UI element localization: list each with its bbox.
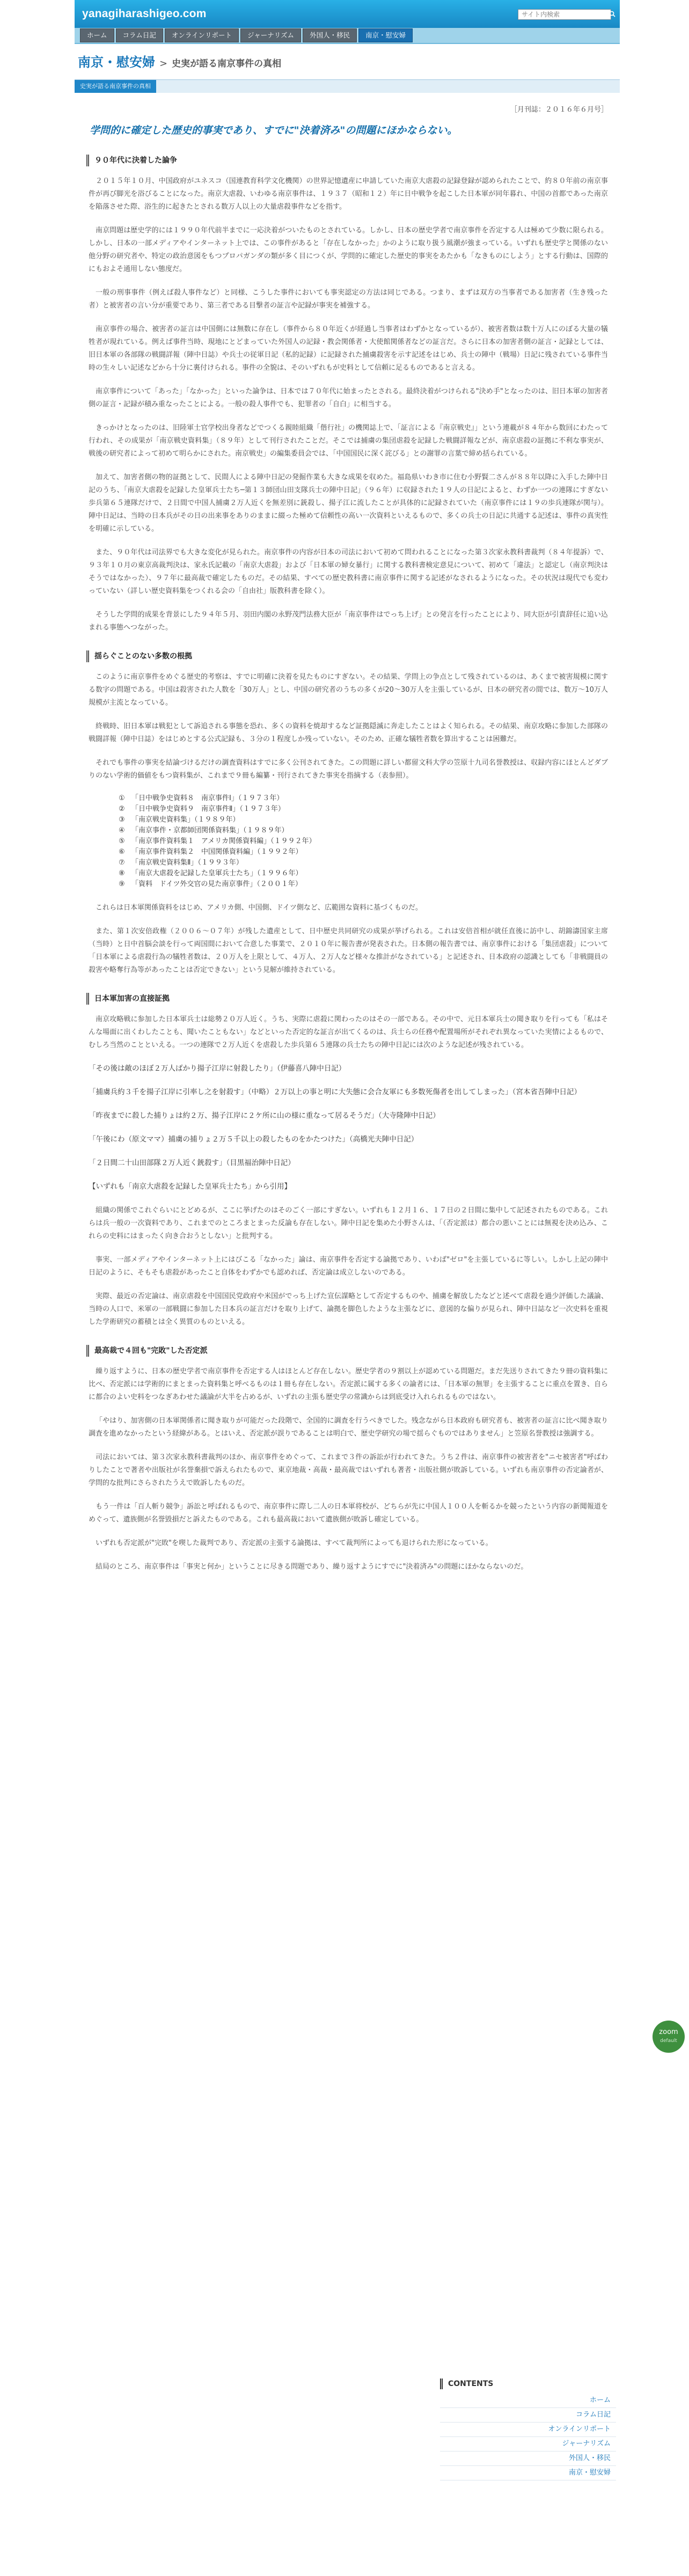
list-item: ① 「日中戦争史資料８ 南京事件Ⅰ」（１９７３年） [119,794,284,803]
contents-item-journalism[interactable]: ジャーナリズム [440,2437,616,2451]
nav-nanking-comfort-women[interactable]: 南京・慰安婦 [358,28,413,42]
article-tab[interactable]: 史実が語る南京事件の真相 [75,80,156,93]
zoom-sublabel: default [660,2038,677,2044]
paragraph: 南京問題は歴史学的には１９９０年代前半までに一応決着がついたものとされている。しかし、日本の歴史学者で南京事件を否定する人は極めて少数に限られる。しかし、日本の一部メディアやインターネット上では、この事件があると「存在しなかった」かのように取り扱う風潮が強まっている。いずれも歴史学と関係のない他分野の研究者や、特定の政治意図をもつプロパガンダの類が多く目につくが、学問的に確定した歴史的事実をあたかも「なきものにしよう」とする行動は、国際的にもおよそ通用しない態度だ。 [89,226,608,274]
paragraph: 「やはり、加害側の日本軍関係者に聞き取りが可能だった段階で、全国的に調査を行うべきでした。残念ながら日本政府も研究者も、被害者の証言に比べ聞き取り調査を進めなかったという経緯がある。とはいえ、否定派が誤りであることは明白で、歴史学研究の場で揺らぐものではありません」と笠原名誉教授は強調する。 [89,1417,608,1438]
nav-home[interactable]: ホーム [80,28,114,42]
paragraph: きっかけとなったのは、旧陸軍士官学校出身者などでつくる親睦組織「偕行社」の機関誌上で、「証言による『南京戦史』」という連載が８４年から数回にわたって行われ、その成果が「南京戦史資料集」（８９年）として刊行されたことだ。そこでは捕虜の集団虐殺を記録した戦闘詳報などが、南京虐殺の証拠に不利な事実が、戦後の研究者によって初めて明らかにされた。南京戦史」の編集委員会では、「中国国民に深く詫びる」との謝罪の言葉で締め括られている。 [89,424,608,458]
article-lead: 学問的に確定した歴史的事実であり、すでに"決着済み"の問題にほかならない。 [90,125,458,136]
contents-item-column-diary[interactable]: コラム日記 [440,2408,616,2423]
paragraph: もう一件は「百人斬り競争」訴訟と呼ばれるもので、南京事件に際し二人の日本軍将校が、どちらが先に中国人１００人を斬るかを競ったという内容の新聞報道をめぐって、遺族側が名誉毀損だと訴えたものである。これも最高裁において遺族側が敗訴し確定している。 [89,1503,608,1524]
contents-item-online-report[interactable]: オンラインリポート [440,2423,616,2437]
paragraph: いずれも否定派が"完敗"を喫した裁判であり、否定派の主張する論拠は、すべて裁判所によっても退けられた形になっている。 [96,1539,493,1548]
paragraph: 事実、一部メディアやインターネット上にはびこる「なかった」論は、南京事件を否定する論拠であり、いわば"ゼロ"を主張しているに等しい。しかし上記の陣中日記のように、そもそも虐殺があったこと自体をわずかでも認めれば、否定論は成立しないのである。 [89,1256,608,1277]
paragraph: 一般の刑事事件（例えば殺人事件など）と同様、こうした事件においても事実認定の方法は同じである。つまり、まずは双方の当事者である加害者（生き残った者）と被害者の言い分が重要であり、第三者である目撃者の証言や記録が事実を補強する。 [89,289,608,310]
contents-item-foreigners-immigrants[interactable]: 外国人・移民 [440,2451,616,2466]
quote-source-note: 【いずれも「南京大虐殺を記録した皇軍兵士たち」から引用】 [89,1182,291,1191]
paragraph: このように南京事件をめぐる歴史的考察は、すでに明確に決着を見たものにすぎない。その結果、学問上の争点として残されているのは、あくまで被害規模に関する数字の問題である。中国は殺害された人数を「30万人」とし、中国の研究者のうちの多くが20～30万人を主張しているが、日本の研究者の間では、数万～10万人規模が主流となっている。 [89,673,608,707]
section-heading: ９０年代に決着した論争 [86,155,608,166]
nav-column-diary[interactable]: コラム日記 [116,28,163,42]
search-icon[interactable] [609,11,615,17]
paragraph: 南京攻略戦に参加した日本軍兵士は総勢２０万人近く。うち、実際に虐殺に関わったのはその一部である。その中で、元日本軍兵士の聞き取りを行っても「私はそんな場面に出くわしたことも、聞いたこともない」などといった否定的な証言が出てくるのは、兵士らの任務や配置場所がそれぞれ異なっていた実情によるもので、むしろ当然のことといえる。一つの連隊で２万人近くを虐殺した歩兵第６５連隊の兵士たちの陣中日記には次のような記述が残されている。 [89,1015,608,1050]
diary-quote: 「その後は敵のほぼ２万人ばかり揚子江岸に射殺したり」（伊藤喜八陣中日記） [89,1064,346,1073]
diary-quote: 「午後にわ（原文ママ）捕虜の捕りょ２万５千以上の殺したものをかたつけた」（高橋光夫陣中日記） [89,1135,419,1144]
list-item: ④ 「南京事件・京都師団関係資料集」（１９８９年） [119,826,289,835]
title-separator: > [159,58,168,69]
paragraph: 南京事件について「あった」「なかった」といった論争は、日本では７０年代に始まったとされる。最終決着がつけられる"決め手"となったのは、旧日本軍の加害者側の証言・記録が積み重なったことによる。一般の殺人事件でも、犯罪者の「自白」に相当する。 [89,387,608,409]
source-list [119,793,608,890]
contents-heading: CONTENTS [440,2379,616,2389]
zoom-widget[interactable] [653,2021,685,2053]
paragraph: そうした学問的成果を背景にした９４年５月、羽田内閣の永野茂門法務大臣が「南京事件はでっち上げ」との発言を行ったことにより、同大臣が引責辞任に追い込まれる事態へつながった。 [89,611,608,632]
site-header [75,0,620,28]
diary-quote: 「昨夜までに殺した捕りょは約２万、揚子江岸に２ケ所に山の様に重なって居るそうだ」（大寺隆陣中日記） [89,1111,440,1121]
contents-item-home[interactable]: ホーム [440,2394,616,2408]
list-item: ③ 「南京戦史資料集」（１９８９年） [119,816,240,824]
search-input[interactable] [518,9,611,20]
list-item: ⑦ 「南京戦史資料集Ⅱ」（１９９３年） [119,859,243,867]
diary-quote: 「２日間二十山田部隊２万人近く銃殺す」（目黒福治陣中日記） [89,1159,295,1168]
paragraph: 終戦時、旧日本軍は戦犯として訴追される事態を恐れ、多くの資料を焼却するなど証拠隠滅に奔走したことはよく知られる。その結果、南京攻略に参加した部隊の戦闘詳報（陣中日誌）をはじめとする公式記録も、３分の１程度しか残っていない。そのため、正確な犠牲者数を算出することは困難だ。 [89,722,608,744]
zoom-label: zoom [659,2028,678,2036]
paragraph: 実際、最近の否定論は、南京虐殺を中国国民党政府や米国がでっち上げた宣伝謀略として否定するものや、捕虜を解放したなどと述べて虐殺を過少評価した議論、当時の人口で、米軍の一部戦闘に参加した日本兵の証言だけを取り上げて、論拠を脚色したような主張などに、意図的な偏りが見られ、陣中日誌など一次史料を重視した学術研究の蓄積とは全く異質のものといえる。 [89,1292,608,1327]
section-heading: 揺らぐことのない多数の根拠 [86,650,608,662]
paragraph: これらは日本軍関係資料をはじめ、アメリカ側、中国側、ドイツ側など、広範囲な資料に基づくものだ。 [96,904,422,912]
paragraph: ２０１５年１０月、中国政府がユネスコ（国連教育科学文化機関）の世界記憶遺産に申請していた南京大虐殺の記録登録が認められたことで、約８０年前の南京事件が再び脚光を浴びることになった。南京大虐殺、いわゆる南京事件は、１９３７（昭和１２）年に日中戦争を起こした日本軍が同年暮れ、中国の首都であった南京を陥落させた際、浴生的に起きたとされる数万人以上の大量虐殺事件などを指す。 [89,177,608,211]
list-item: ② 「日中戦争史資料９ 南京事件Ⅱ」（１９７３年） [119,805,285,814]
list-item: ⑨ 「資料 ドイツ外交官の見た南京事件」（２００１年） [119,880,302,889]
site-logo[interactable]: yanagiharashigeo.com [82,8,207,20]
article-tabbar [75,79,620,93]
paragraph: 繰り返すように、日本の歴史学者で南京事件を否定する人はほとんど存在しない。歴史学者の９割以上が認めている問題だ。まだ先送りされてきた９冊の資料集に比べ、否定派には学術的にまとまった資料集と呼べるものは１冊も存在しない。否定派に属する多くの論者には、「日本軍の無罪」を主張することに重点を置き、自らに都合のよい史料をつなぎあわせた議論が大半を占めるが、いずれの主張も歴史学の常識からは到底受け入れられるものではない。 [89,1367,608,1402]
list-item: ⑥ 「南京事件資料集２ 中国関係資料編」（１９９２年） [119,848,303,857]
section-heading: 日本軍加害の直接証拠 [86,993,608,1005]
paragraph: 組織の関係でこれぐらいにとどめるが、ここに挙げたのはそのごく一部にすぎない。いずれも１２月１６、１７日の２日間に集中して記述されたものである。これらは兵一般の一次資料であり、これまでのところまとまった反論も存在しない。陣中日記を集めた小野さんは、「（否定派は）都合の悪いことには無視を決め込み、これらの史料にはまったく向き合おうとしない」と批判する。 [89,1206,609,1241]
contents-menu [440,2379,616,2480]
nav-journalism[interactable]: ジャーナリズム [240,28,301,42]
section-heading: 最高裁で４回も"完敗"した否定派 [86,1345,608,1357]
article-date: ［月刊誌：２０１６年６月号］ [510,106,608,114]
paragraph: また、第１次安倍政権（２００６～０７年）が残した遺産として、日中歴史共同研究の成果が挙げられる。これは安倍首相が就任直後に訪中し、胡錦濤国家主席（当時）と日中首脳会談を行って両国間において合意した事業で、２０１０年に報告書が発表された。日本側の報告書では、南京事件における「集団虐殺」について「日本軍による虐殺行為の犠牲者数は、２０万人を上限として、４万人、２万人など様々な推計がなされている」と記述され、日本政府の認識としても「非戦闘員の殺害や略奪行為等があったことは否定できない」という見解が維持されている。 [89,927,608,975]
paragraph: また、９０年代は司法界でも大きな変化が見られた。南京事件の内容が日本の司法において初めて問われることになった第３次家永教科書裁判（８４年提訴）で、９３年１０月の東京高裁判決は、家永氏記載の「南京大虐殺」および「日本軍の婦女暴行」に関する教科書検定意見について、初めて「違法」と認定し（南京判決はそうではなかった）、９７年に最高裁で確定したものだ。その結果、すべての歴史教科書に南京事件に関する記述がなされるようになった。その状況は現代でも変わっていない（詳しい歴史資料集をつくれる会の「自由社」版教科書を除く）。 [89,548,608,596]
page-title-main: 南京・慰安婦 [78,55,155,70]
site-wrapper [75,0,620,1584]
paragraph: それでも事件の事実を結論づけるだけの調査資料はすでに多く公刊されてきた。この問題に詳しい都留文科大学の笠原十九司名誉教授は、収録内容にほとんどダブりのない学術的価値をもつ資料集が、これまで９冊も編纂・刊行されてきた事実を指摘する（表参照）。 [89,759,608,780]
paragraph: 南京事件の場合、被害者の証言は中国側には無数に存在し（事件から８０年近くが経過し当事者はわずかとなっているが）、被害者数は数十万人にのぼる大量の犠牲者が現れている。例えば事件当時、現地にとどまっていた外国人の記録・教会関係者・大使館関係者などの証言だ。さらに日本の加害者側の証言・記録としては、旧日本軍の各部隊の戦闘詳報（陣中日誌）や兵士の従軍日記（私的記録）に記録された捕虜殺害を示す記述をはじめ、兵士の陣中（戦場）日記に残されている事件当時の生々しい記述などから十分に裏付けられる。事件の全貌は、そのいずれもが史料として信頼に足るものであると言える。 [89,325,608,372]
article [86,104,608,1574]
contents-item-nanking-comfort-women[interactable]: 南京・慰安婦 [440,2466,616,2480]
diary-quote: 「捕虜兵約３千を揚子江岸に引率し之を射殺す」（中略）２万以上の事と明に大失態に会合友軍にも多数死傷者を出してしまった」（宮本省吾陣中日記） [89,1088,581,1097]
paragraph: 加えて、加害者側の物的証拠として、民間人による陣中日記の発掘作業も大きな成果を収めた。福島県いわき市に住む小野賢二さんが８８年以降に入手した陣中日記のうち、「南京大虐殺を記録した皇軍兵士たち─第１３師団山田支隊兵士の陣中日記」（９６年）に収録された１９人の日記によると、わずか一つの連隊にすぎない歩兵第６５連隊だけで、２日間で中国人捕虜２万人近くを無差別に銃殺し、揚子江に流したことが具体的に記録されていた（南京事件には１９の歩兵連隊が関与）。陣中日記は、当時の日本兵がその日の出来事をありのままに綴った極めて信頼性の高い一次資料といえるもので、多くの兵士の日記に共通する記述は、事件の真実性を明確に示している。 [89,473,608,533]
nav-online-report[interactable]: オンラインリポート [165,28,239,42]
main-nav [75,28,620,44]
paragraph: 結局のところ、南京事件は「事実と何か」ということに尽きる問題であり、繰り返すようにすでに"決着済み"の問題にほかならないのだ。 [96,1563,528,1571]
nav-foreigners-immigrants[interactable]: 外国人・移民 [303,28,357,42]
page-title-sub: 史実が語る南京事件の真相 [172,58,282,69]
page-title [78,52,620,70]
list-item: ⑧ 「南京大虐殺を記録した皇軍兵士たち」（１９９６年） [119,869,303,878]
list-item: ⑤ 「南京事件資料集１ アメリカ関係資料編」（１９９２年） [119,837,316,846]
paragraph: 司法においては、第３次家永教科書裁判のほか、南京事件をめぐって、これまで３件の訴訟が行われてきた。うち２件は、南京事件の被害者を"ニセ被害者"呼ばわりしたことで著者や出版社が名誉棄損で訴えられたもので、東京地裁・高裁・最高裁ではいずれも著者・出版社側が敗訴している。いずれも南京事件の否定論者が、学問的な批判にさらされたうえで敗訴したものだ。 [89,1453,608,1488]
